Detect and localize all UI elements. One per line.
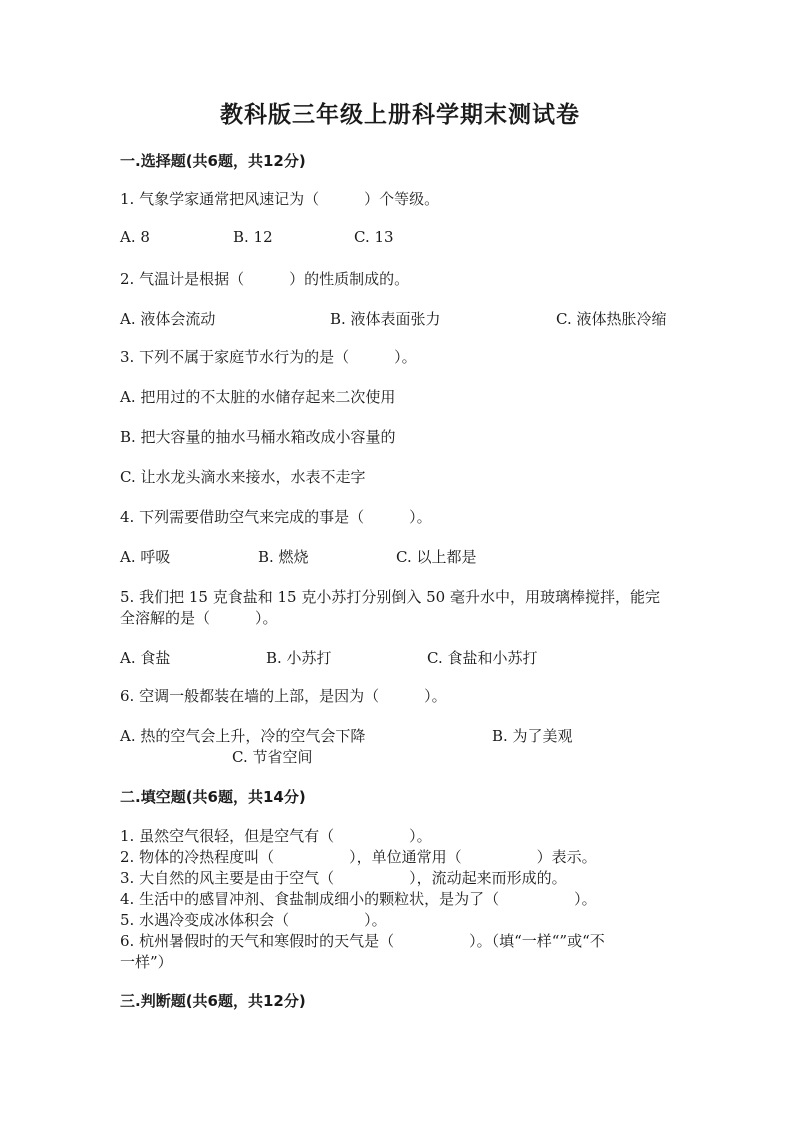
question-4-stem: 4. 下列需要借助空气来完成的事是（ ）。 (120, 508, 432, 526)
question-5-stem-line2: 全溶解的是（ ）。 (120, 609, 278, 627)
question-2-option-c: C. 液体热胀冷缩 (556, 310, 667, 328)
question-2-option-a: A. 液体会流动 (120, 310, 216, 328)
question-3-stem: 3. 下列不属于家庭节水行为的是（ ）。 (120, 348, 417, 366)
question-6-stem: 6. 空调一般都装在墙的上部，是因为（ ）。 (120, 687, 447, 705)
question-1-option-c: C. 13 (354, 228, 394, 246)
fill-item-4: 4. 生活中的感冒冲剂、食盐制成细小的颗粒状，是为了（ ）。 (120, 890, 597, 908)
fill-item-2: 2. 物体的冷热程度叫（ ），单位通常用（ ）表示。 (120, 848, 597, 866)
question-3-option-c: C. 让水龙头滴水来接水，水表不走字 (120, 468, 366, 486)
question-4-option-b: B. 燃烧 (258, 548, 309, 566)
fill-item-3: 3. 大自然的风主要是由于空气（ ），流动起来而形成的。 (120, 869, 567, 887)
question-3-option-b: B. 把大容量的抽水马桶水箱改成小容量的 (120, 428, 396, 446)
question-2-option-b: B. 液体表面张力 (330, 310, 441, 328)
question-5-option-b: B. 小苏打 (266, 649, 332, 667)
question-1-stem: 1. 气象学家通常把风速记为（ ）个等级。 (120, 190, 440, 208)
question-1-option-b: B. 12 (233, 228, 273, 246)
question-4-option-a: A. 呼吸 (120, 548, 171, 566)
section-heading-choice: 一.选择题(共6题，共12分) (120, 152, 306, 170)
question-5-stem-line1: 5. 我们把 15 克食盐和 15 克小苏打分别倒入 50 毫升水中，用玻璃棒搅拌，能完 (120, 588, 660, 606)
question-1-option-a: A. 8 (120, 228, 150, 246)
question-5-option-a: A. 食盐 (120, 649, 171, 667)
fill-item-1: 1. 虽然空气很轻，但是空气有（ ）。 (120, 827, 432, 845)
page-title: 教科版三年级上册科学期末测试卷 (220, 101, 580, 128)
section-heading-judge: 三.判断题(共6题，共12分) (120, 992, 306, 1010)
question-6-option-a: A. 热的空气会上升，冷的空气会下降 (120, 727, 366, 745)
question-3-option-a: A. 把用过的不太脏的水储存起来二次使用 (120, 388, 396, 406)
question-4-option-c: C. 以上都是 (396, 548, 477, 566)
question-6-option-b: B. 为了美观 (492, 727, 573, 745)
fill-item-6: 6. 杭州暑假时的天气和寒假时的天气是（ ）。（填“一样“”或“不 (120, 932, 605, 950)
question-5-option-c: C. 食盐和小苏打 (427, 649, 538, 667)
question-2-stem: 2. 气温计是根据（ ）的性质制成的。 (120, 270, 410, 288)
section-heading-fill: 二.填空题(共6题，共14分) (120, 788, 306, 806)
fill-item-6-line2: 一样”） (120, 953, 173, 971)
question-6-option-c: C. 节省空间 (232, 748, 313, 766)
fill-item-5: 5. 水遇冷变成冰体积会（ ）。 (120, 911, 387, 929)
